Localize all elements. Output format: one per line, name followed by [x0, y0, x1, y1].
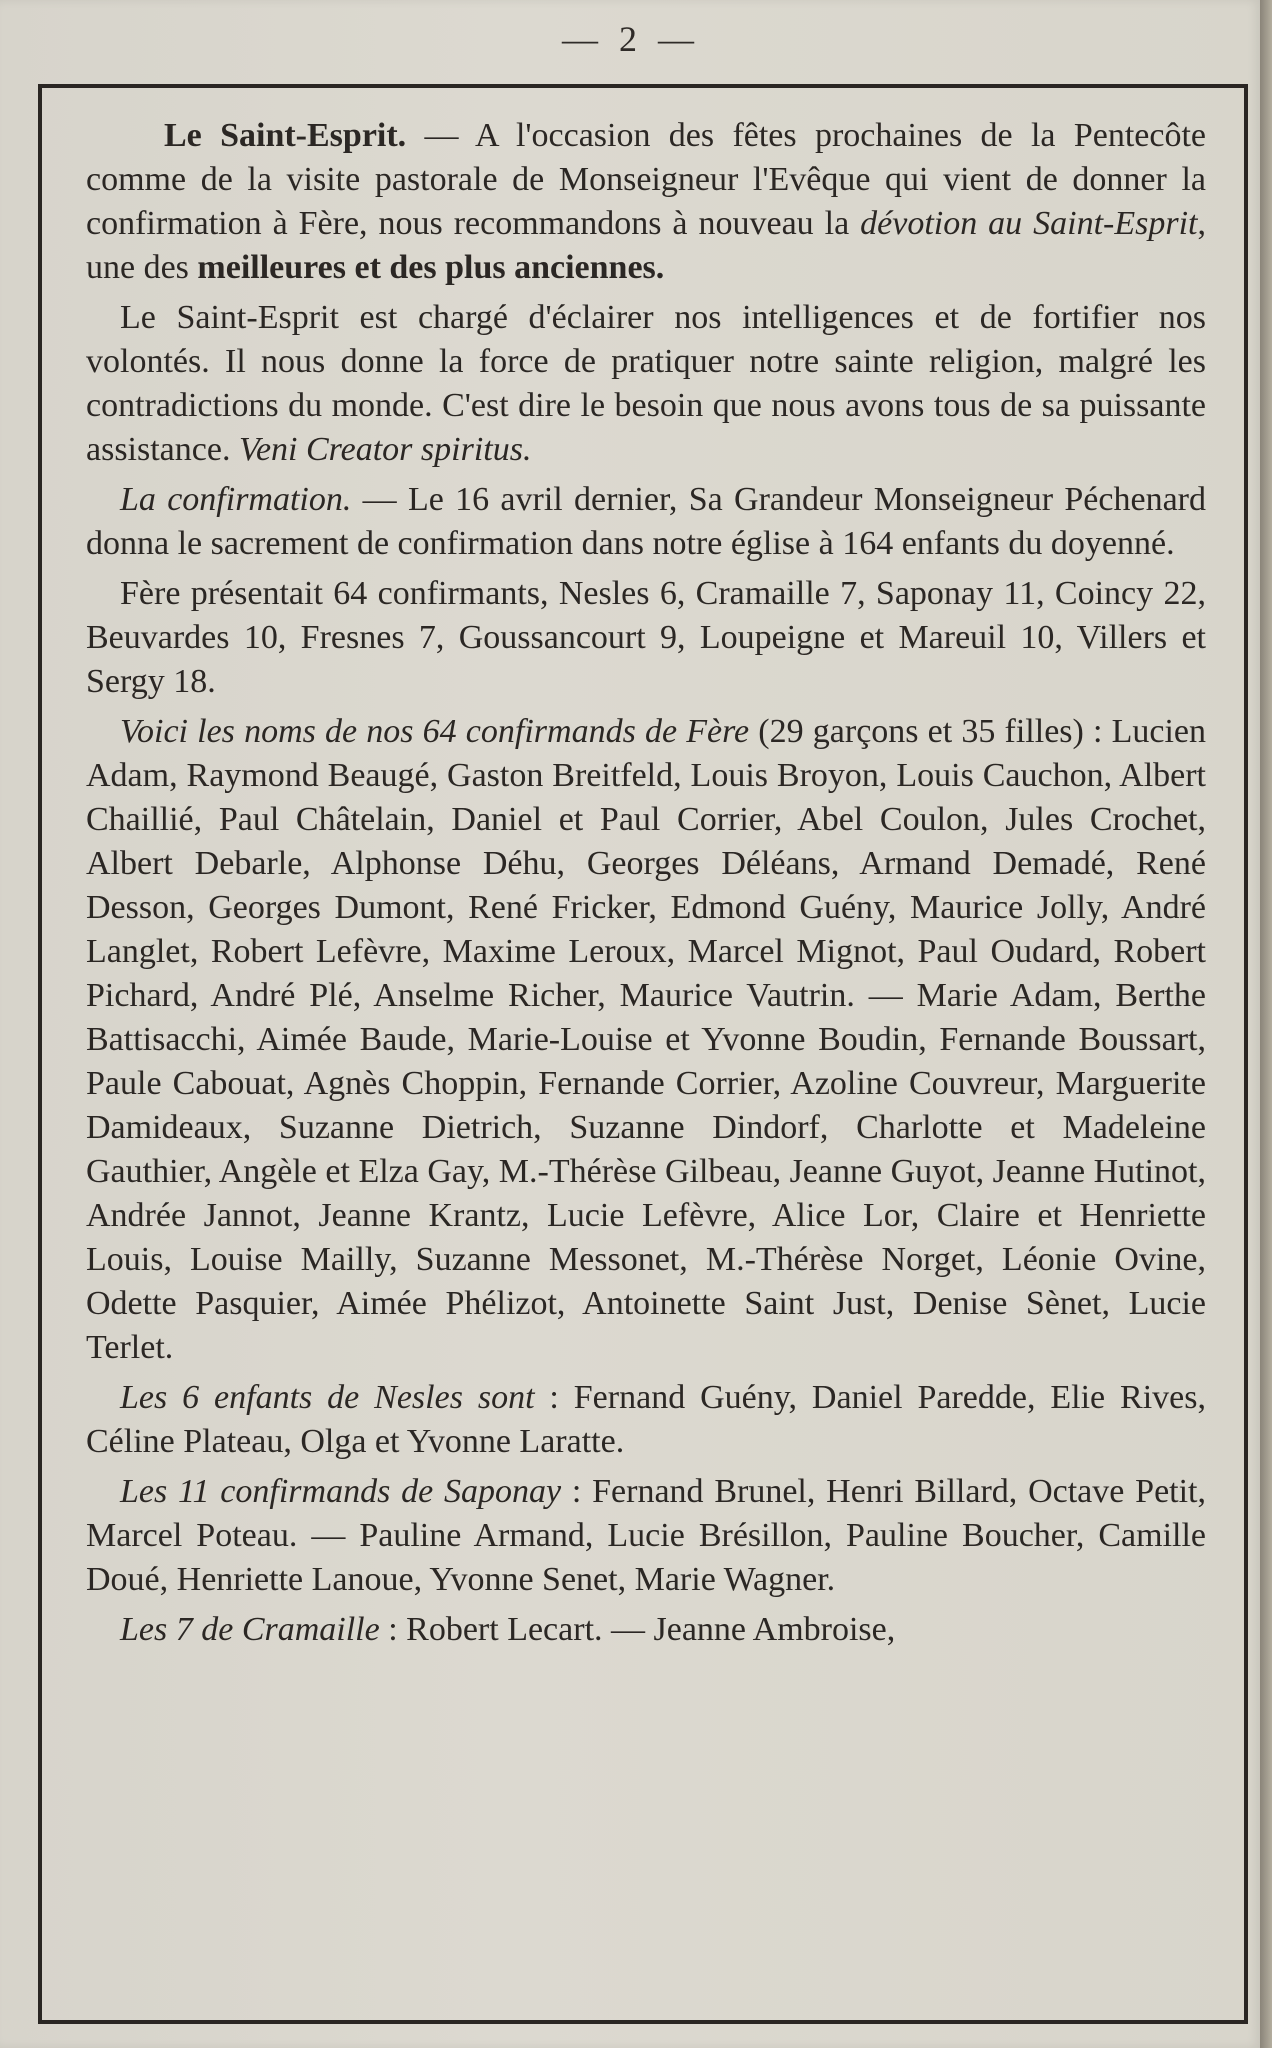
italic-phrase: dévotion au Saint-Esprit	[860, 205, 1198, 242]
paragraph-saint-esprit	[86, 114, 1206, 290]
page-number: — 2 —	[562, 19, 700, 59]
paragraph-text: — A l'occasion des fêtes prochaines de la Pentecôte comme de la visite pastorale de Monseigneur l'Evêque qui vient de donner la confirmation à Fère, nous recommandons à nouveau la	[86, 117, 1206, 242]
names-list: : Robert Lecart. — Jeanne Ambroise,	[379, 1611, 896, 1648]
paragraph-role-saint-esprit	[86, 296, 1206, 472]
paragraph-confirmation	[86, 478, 1206, 566]
list-heading-fere: Voici les noms de nos 64 confirmands de Fère	[120, 713, 750, 750]
names-list: : Fernand Brunel, Henri Billard, Octave Petit, Marcel Poteau. — Pauline Armand, Lucie Brésillon, Pauline Boucher, Camille Doué, Henriette Lanoue, Yvonne Senet, Marie Wagner.	[86, 1473, 1206, 1598]
paragraph-saponay-names	[86, 1470, 1206, 1602]
paragraph-text: , une des	[86, 205, 1206, 286]
article-body	[86, 114, 1206, 1658]
paragraph-cramaille-names	[86, 1608, 1206, 1652]
paragraph-nesles-names	[86, 1376, 1206, 1464]
paragraph-parish-counts	[86, 572, 1206, 704]
list-heading-nesles: Les 6 enfants de Nesles sont	[120, 1379, 535, 1416]
latin-phrase: Veni Creator spiritus.	[238, 431, 532, 468]
paragraph-text: Fère présentait 64 confirmants, Nesles 6, Cramaille 7, Saponay 11, Coincy 22, Beuvardes 10, Fresnes 7, Goussancourt 9, Loupeigne et Mareuil 10, Villers et Sergy 18.	[86, 575, 1206, 700]
paragraph-text: — Le 16 avril dernier, Sa Grandeur Monseigneur Péchenard donna le sacrement de confirmation dans notre église à 164 enfants du doyenné.	[86, 481, 1206, 562]
paragraph-fere-names	[86, 710, 1206, 1370]
names-list: (29 garçons et 35 filles) : Lucien Adam, Raymond Beaugé, Gaston Breitfeld, Louis Broyon, Louis Cauchon, Albert Chaillié, Paul Châtelain, Daniel et Paul Corrier, Abel Coulon, Jules Crochet, Albert Debarle, Alphonse Déhu, Georges Déléans, Armand Demadé, René Desson, Georges Dumont, René Fricker, Edmond Guény, Maurice Jolly, André Langlet, Robert Lefèvre, Maxime Leroux, Marcel Mignot, Paul Oudard, Robert Pichard, André Plé, Anselme Richer, Maurice Vautrin. — Marie Adam, Berthe Battisacchi, Aimée Baude, Marie-Louise et Yvonne Boudin, Fernande Boussart, Paule Cabouat, Agnès Choppin, Fernande Corrier, Azoline Couvreur, Marguerite Damideaux, Suzanne Dietrich, Suzanne Dindorf, Charlotte et Madeleine Gauthier, Angèle et Elza Gay, M.-Thérèse Gilbeau, Jeanne Guyot, Jeanne Hutinot, Andrée Jannot, Jeanne Krantz, Lucie Lefèvre, Alice Lor, Claire et Henriette Louis, Louise Mailly, Suzanne Messonet, M.-Thérèse Norget, Léonie Ovine, Odette Pasquier, Aimée Phélizot, Antoinette Saint Just, Denise Sènet, Lucie Terlet.	[86, 713, 1206, 1366]
paragraph-text: Le Saint-Esprit est chargé d'éclairer nos intelligences et de fortifier nos volontés. Il nous donne la force de pratiquer notre sainte religion, malgré les contradictions du monde. C'est dire le besoin que nous avons tous de sa puissante assistance.	[86, 299, 1206, 468]
list-heading-saponay: Les 11 confirmands de Saponay	[120, 1473, 562, 1510]
list-heading-cramaille: Les 7 de Cramaille	[120, 1611, 380, 1648]
bold-phrase: meilleures et des plus anciennes.	[197, 249, 665, 286]
section-heading-confirmation: La confirmation.	[120, 481, 352, 518]
section-heading-saint-esprit: Le Saint-Esprit.	[164, 117, 407, 154]
names-list: : Fernand Guény, Daniel Paredde, Elie Rives, Céline Plateau, Olga et Yvonne Laratte.	[86, 1379, 1206, 1460]
page-edge	[1260, 0, 1272, 2048]
